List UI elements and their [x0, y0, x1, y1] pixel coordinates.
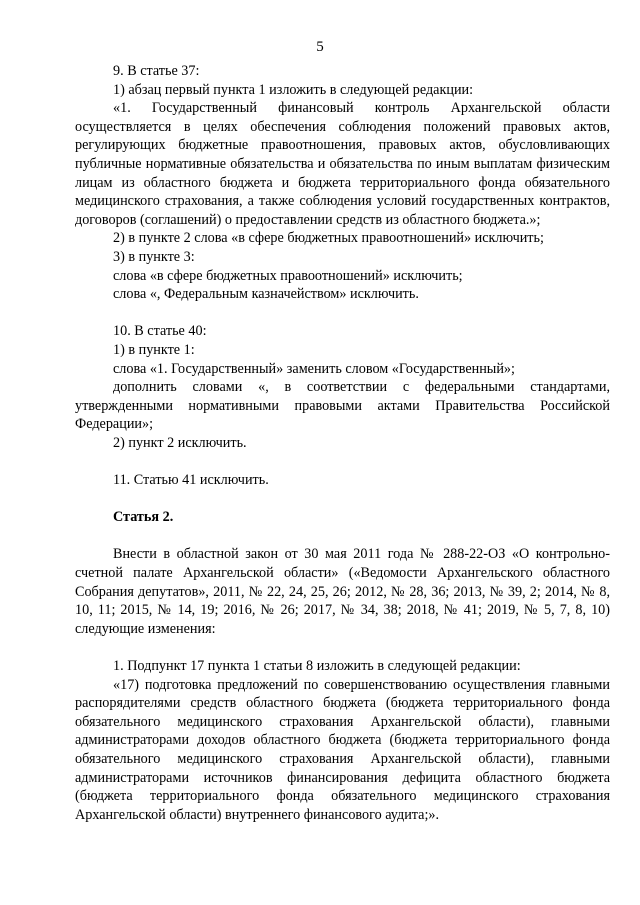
paragraph: слова «, Федеральным казначейством» исключить.	[113, 286, 419, 303]
paragraph: 9. В статье 37:	[113, 63, 200, 79]
paragraph-spacer	[75, 638, 610, 657]
paragraph: слова «в сфере бюджетных правоотношений» исключить;	[113, 267, 463, 284]
document-body	[75, 62, 610, 824]
paragraph: «1. Государственный финансовый контроль Архангельской области осуществляется в целях обеспечения соблюдения положений правовых актов, регулирующих бюджетные правоотношения, правовых актов, обусловливающих публичные нормативные обязательства и обязательства по иным выплатам физическим лицам из областного бюджета и бюджета территориального фонда обязательного медицинского страхования, а также соблюдения условий государственных контрактов, договоров (соглашений) о предоставлении средств из областного бюджета.»;	[75, 100, 610, 228]
paragraph: 2) пункт 2 исключить.	[113, 434, 247, 451]
paragraph: Статья 2.	[113, 509, 174, 526]
paragraph: дополнить словами «, в соответствии с федеральными стандартами, утвержденными нормативными правовыми актами Правительства Российской Федерации»;	[75, 379, 610, 433]
paragraph-spacer	[75, 304, 610, 323]
paragraph: Внести в областной закон от 30 мая 2011 года № 288-22-ОЗ «О контрольно-счетной палате Архангельской области» («Ведомости Архангельского областного Собрания депутатов», 2011, № 22, 24, 25, 26; 2012, № 28, 36; 2013, № 39, 2; 2014, № 8, 10, 11; 2015, № 14, 19; 2016, № 26; 2017, № 34, 38; 2018, № 41; 2019, № 5, 7, 8, 10) следующие изменения:	[75, 546, 610, 637]
paragraph: 10. В статье 40:	[113, 323, 207, 340]
paragraph-spacer	[75, 452, 610, 471]
paragraph-spacer	[75, 490, 610, 509]
paragraph: 3) в пункте 3:	[113, 248, 195, 265]
paragraph: 1) в пункте 1:	[113, 341, 195, 358]
page-number: 5	[316, 39, 324, 55]
paragraph: 11. Статью 41 исключить.	[113, 472, 269, 489]
paragraph: «17) подготовка предложений по совершенствованию осуществления главными распорядителями средств областного бюджета (бюджета территориального фонда обязательного медицинского страхования Архангельской области), главными администраторами доходов областного бюджета (бюджета территориального фонда обязательного медицинского страхования Архангельской области), главными администраторами источников финансирования дефицита областного бюджета (бюджета территориального фонда обязательного медицинского страхования Архангельской области) внутреннего финансового аудита;».	[75, 676, 610, 823]
paragraph: 1. Подпункт 17 пункта 1 статьи 8 изложить в следующей редакции:	[113, 658, 521, 674]
paragraph: 1) абзац первый пункта 1 изложить в следующей редакции:	[113, 81, 474, 98]
paragraph-spacer	[75, 527, 610, 546]
paragraph: 2) в пункте 2 слова «в сфере бюджетных правоотношений» исключить;	[113, 230, 544, 247]
paragraph: слова «1. Государственный» заменить словом «Государственный»;	[113, 360, 515, 377]
